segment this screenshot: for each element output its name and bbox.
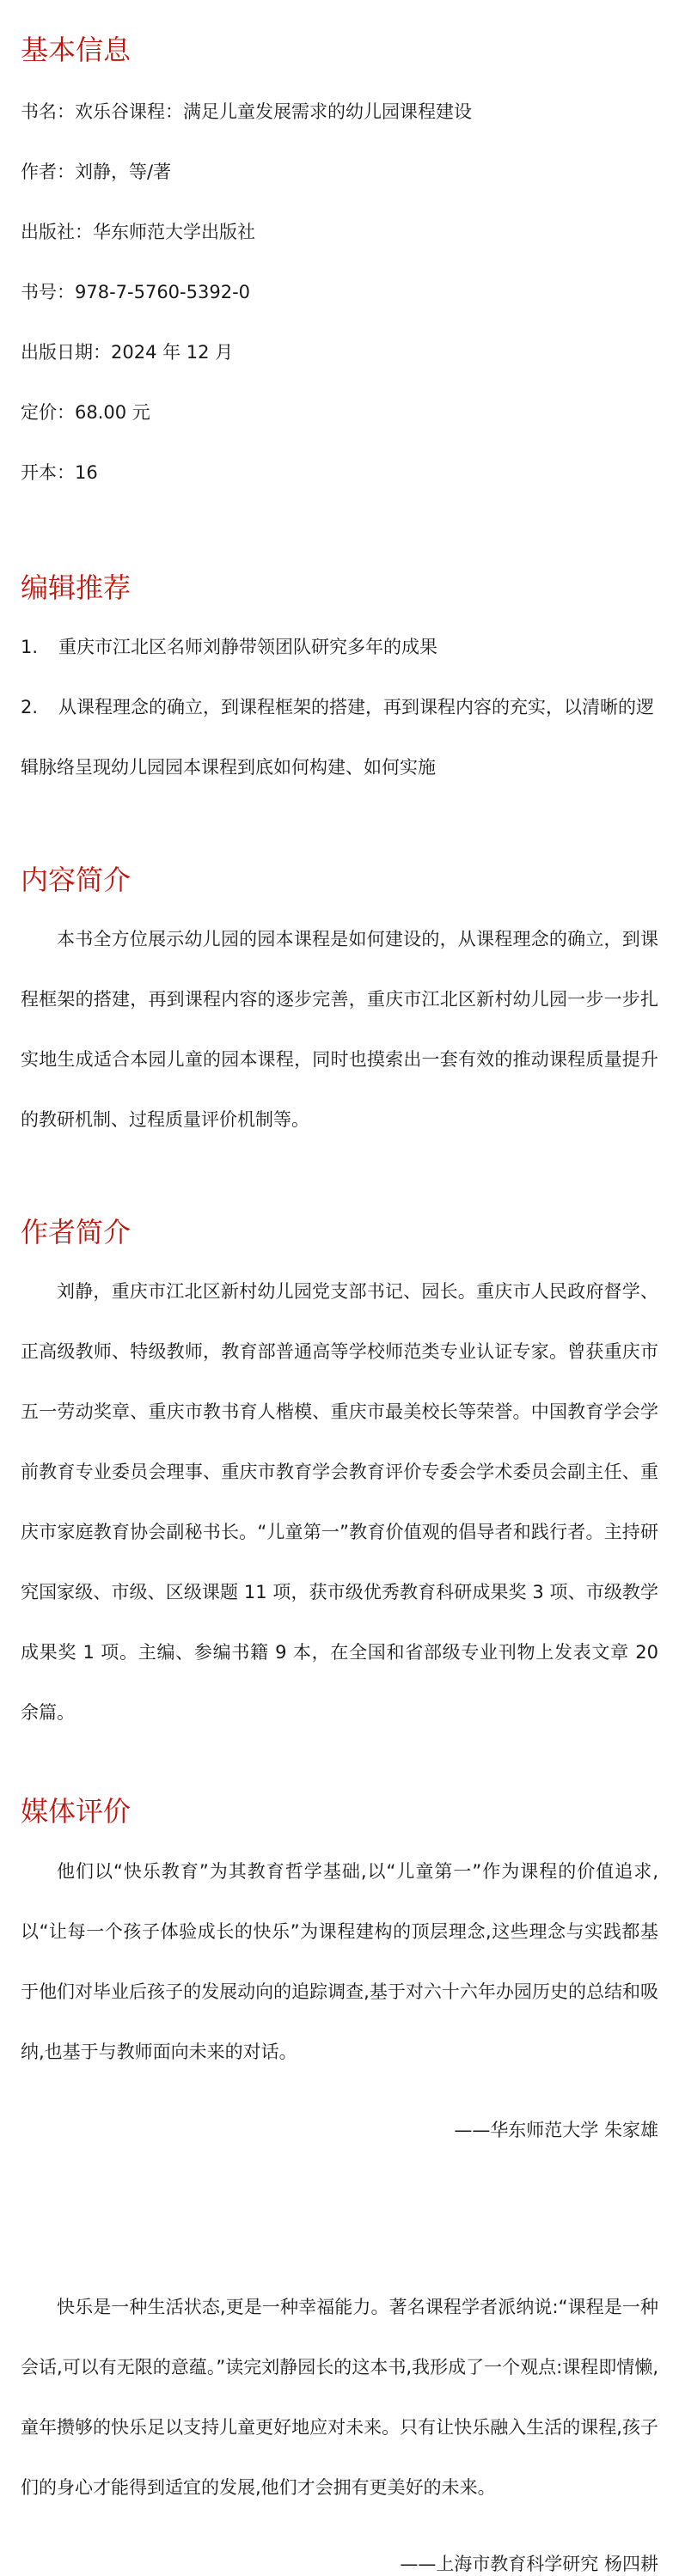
author-line: 作者：刘静，等/著: [21, 162, 172, 182]
basic-info-heading: 基本信息: [21, 34, 132, 66]
editor-rec-text: 从课程理念的确立，到课程框架的搭建，再到课程内容的充实，以清晰的逻辑脉络呈现幼儿园园本课程到底如何构建、如何实施: [21, 697, 654, 778]
pub-date-line: 出版日期：2024 年 12 月: [21, 342, 234, 363]
author-intro-heading: 作者简介: [21, 1216, 132, 1248]
review-text: 他们以“快乐教育”为其教育哲学基础,以“儿童第一”作为课程的价值追求,以“让每一个孩子体验成长的快乐”为课程建构的顶层理念,这些理念与实践都基于他们对毕业后孩子的发展动向的追踪调查,基于对六十六年办园历史的总结和吸纳,也基于与教师面向未来的对话。: [21, 1861, 658, 2062]
price-line: 定价：68.00 元: [21, 402, 150, 423]
review-source: ——上海市教育科学研究 杨四耕: [400, 2554, 658, 2574]
summary-heading: 内容简介: [21, 864, 132, 896]
media-review-heading: 媒体评价: [21, 1795, 132, 1828]
editor-rec-heading: 编辑推荐: [21, 571, 132, 604]
editor-rec-text: 重庆市江北区名师刘静带领团队研究多年的成果: [58, 637, 437, 657]
publisher-line: 出版社：华东师范大学出版社: [21, 222, 255, 242]
review-source: ——华东师范大学 朱家雄: [454, 2120, 658, 2140]
author-intro-text: 刘静，重庆市江北区新村幼儿园党支部书记、园长。重庆市人民政府督学、正高级教师、特级教师，教育部普通高等学校师范类专业认证专家。曾获重庆市五一劳动奖章、重庆市教书育人楷模、重庆市最美校长等荣誉。中国教育学会学前教育专业委员会理事、重庆市教育学会教育评价专委会学术委员会副主任、重庆市家庭教育协会副秘书长。“儿童第一”教育价值观的倡导者和践行者。主持研究国家级、市级、区级课题 11 项，获市级优秀教育科研成果奖 3 项、市级教学成果奖 1 项。主编、参编书籍 9 本，在全国和省部级专业刊物上发表文章 20 余篇。: [21, 1281, 658, 1723]
editor-rec-item: [21, 617, 658, 677]
isbn-line: 书号：978-7-5760-5392-0: [21, 282, 251, 302]
editor-rec-num: 1.: [21, 637, 39, 657]
format-line: 开本：16: [21, 462, 98, 483]
review-text: 快乐是一种生活状态,更是一种幸福能力。著名课程学者派纳说:“课程是一种会话,可以有无限的意蕴。”读完刘静园长的这本书,我形成了一个观点:课程即情懒,童年攒够的快乐足以支持儿童更好地应对未来。只有让快乐融入生活的课程,孩子们的身心才能得到适宜的发展,他们才会拥有更美好的未来。: [21, 2297, 658, 2498]
editor-rec-item: [21, 677, 658, 797]
book-name: 书名：欢乐谷课程：满足儿童发展需求的幼儿园课程建设: [21, 101, 472, 122]
editor-rec-num: 2.: [21, 697, 39, 717]
summary-text: 本书全方位展示幼儿园的园本课程是如何建设的，从课程理念的确立，到课程框架的搭建，再到课程内容的逐步完善，重庆市江北区新村幼儿园一步一步扎实地生成适合本园儿童的园本课程，同时也摸索出一套有效的推动课程质量提升的教研机制、过程质量评价机制等。: [21, 929, 658, 1130]
